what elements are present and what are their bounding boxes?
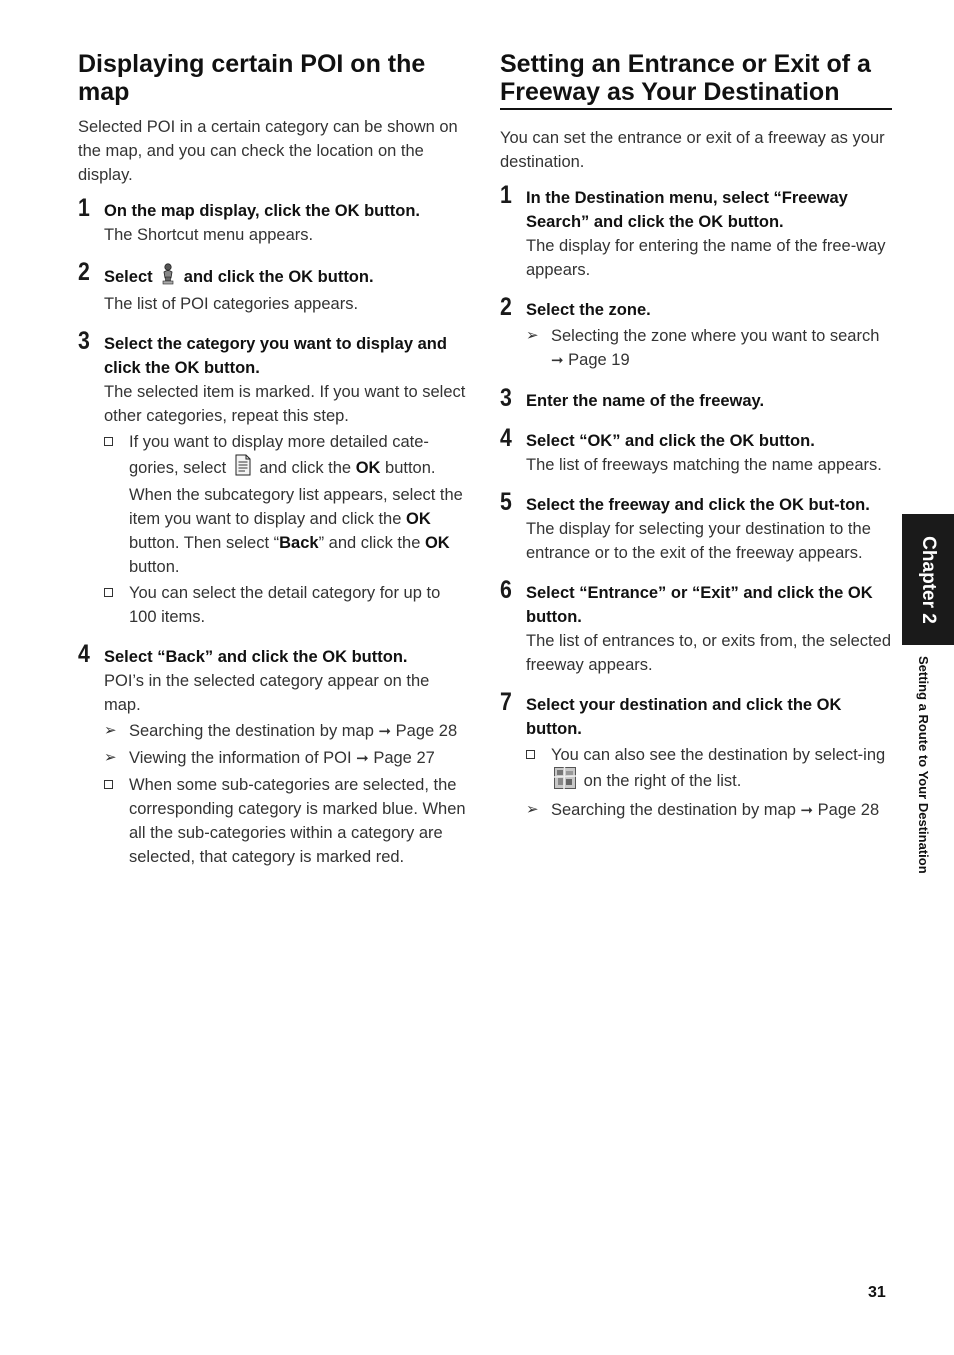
step-2-freeway <box>500 293 892 373</box>
step-title: In the Destination menu, select “Freeway Search” and click the OK button. <box>526 189 848 231</box>
right-arrow-icon: ➞ <box>551 352 564 369</box>
cross-reference: ➢ Searching the destination by map ➞ Page 28 <box>526 798 892 823</box>
section-intro-poi: Selected POI in a certain category can be shown on the map, and you can check the location on the display. <box>78 118 458 184</box>
step-number: 5 <box>500 488 512 516</box>
step-6-freeway <box>500 576 892 677</box>
step-number: 1 <box>78 194 90 222</box>
step-title: Select “Back” and click the OK button. <box>104 648 408 666</box>
cross-reference: ➢ Viewing the information of POI ➞ Page 27 <box>104 746 466 771</box>
step-title: Enter the name of the freeway. <box>526 392 765 410</box>
step-title: Select the freeway and click the OK but-ton. <box>526 496 870 514</box>
note-item: When some sub-categories are selected, the corresponding category is marked blue. When all the sub-categories within a category are selected, that category is marked red. <box>104 773 466 869</box>
page-number: 31 <box>868 1284 886 1301</box>
step-number: 4 <box>500 424 512 452</box>
checkbox-bullet-icon <box>104 588 113 597</box>
step-5-freeway <box>500 488 892 565</box>
step-title: Select and click the OK button. <box>104 263 466 292</box>
chapter-label: Chapter 2 <box>918 535 939 624</box>
left-column <box>78 50 466 885</box>
step-description: The selected item is marked. If you want to select other categories, repeat this step. <box>104 383 466 425</box>
step-description: The display for selecting your destination to the entrance or to the exit of the freeway appears. <box>526 520 871 562</box>
cross-reference: ➢ Searching the destination by map ➞ Page 28 <box>104 719 466 744</box>
step-number: 7 <box>500 688 512 716</box>
poi-person-icon <box>160 263 176 292</box>
step-4-poi <box>78 640 466 869</box>
right-arrow-icon: ➞ <box>800 802 814 819</box>
step-description: The display for entering the name of the free-way appears. <box>526 237 886 279</box>
step-description: The list of freeways matching the name appears. <box>526 456 882 474</box>
chapter-tab <box>902 514 954 645</box>
note-item: If you want to display more detailed cate-gories, select and click the OK button. When the subcategory list appears, select the item you want to display and click the OK button. Then select “Back” and click the OK button. <box>104 430 466 579</box>
step-title: On the map display, click the OK button. <box>104 202 420 220</box>
map-thumbnail-icon <box>554 767 576 796</box>
step-title: Select “Entrance” or “Exit” and click the OK button. <box>526 584 873 626</box>
step-number: 2 <box>78 258 90 286</box>
step-number: 2 <box>500 293 512 321</box>
step-4-freeway <box>500 424 892 477</box>
cross-reference: ➢ Selecting the zone where you want to search ➞ Page 19 <box>526 324 892 373</box>
note-item: You can also see the destination by select-ing on the right of the list. <box>526 743 892 796</box>
step-description: The Shortcut menu appears. <box>104 226 314 244</box>
step-2-poi <box>78 258 466 316</box>
step-number: 3 <box>78 327 90 355</box>
step-1-freeway <box>500 181 892 282</box>
step-number: 4 <box>78 640 90 668</box>
step-1-poi <box>78 194 466 247</box>
step-description: The list of POI categories appears. <box>104 295 359 313</box>
checkbox-bullet-icon <box>104 780 113 789</box>
step-7-freeway <box>500 688 892 823</box>
step-title: Select your destination and click the OK button. <box>526 696 842 738</box>
section-heading-freeway: Setting an Entrance or Exit of a Freeway as Your Destination <box>500 50 892 110</box>
curved-arrow-icon: ➢ <box>104 749 117 766</box>
step-3-poi <box>78 327 466 629</box>
list-document-icon <box>234 454 252 483</box>
step-3-freeway <box>500 384 892 413</box>
curved-arrow-icon: ➢ <box>104 722 117 739</box>
step-number: 1 <box>500 181 512 209</box>
step-title: Select the zone. <box>526 301 651 319</box>
step-number: 6 <box>500 576 512 604</box>
step-number: 3 <box>500 384 512 412</box>
section-intro-freeway: You can set the entrance or exit of a freeway as your destination. <box>500 129 885 171</box>
curved-arrow-icon: ➢ <box>526 801 539 818</box>
step-description: The list of entrances to, or exits from, the selected freeway appears. <box>526 632 891 674</box>
curved-arrow-icon: ➢ <box>526 327 539 344</box>
right-column <box>500 50 892 839</box>
right-arrow-icon: ➞ <box>356 750 369 767</box>
right-arrow-icon: ➞ <box>378 723 392 740</box>
step-title: Select the category you want to display and click the OK button. <box>104 335 447 377</box>
step-description: POI’s in the selected category appear on the map. <box>104 672 430 714</box>
note-item: You can select the detail category for up to 100 items. <box>104 581 466 629</box>
checkbox-bullet-icon <box>526 750 535 759</box>
checkbox-bullet-icon <box>104 437 113 446</box>
section-heading-poi: Displaying certain POI on the map <box>78 50 426 106</box>
step-title: Select “OK” and click the OK button. <box>526 432 815 450</box>
chapter-caption-text: Setting a Route to Your Destination <box>916 656 931 874</box>
